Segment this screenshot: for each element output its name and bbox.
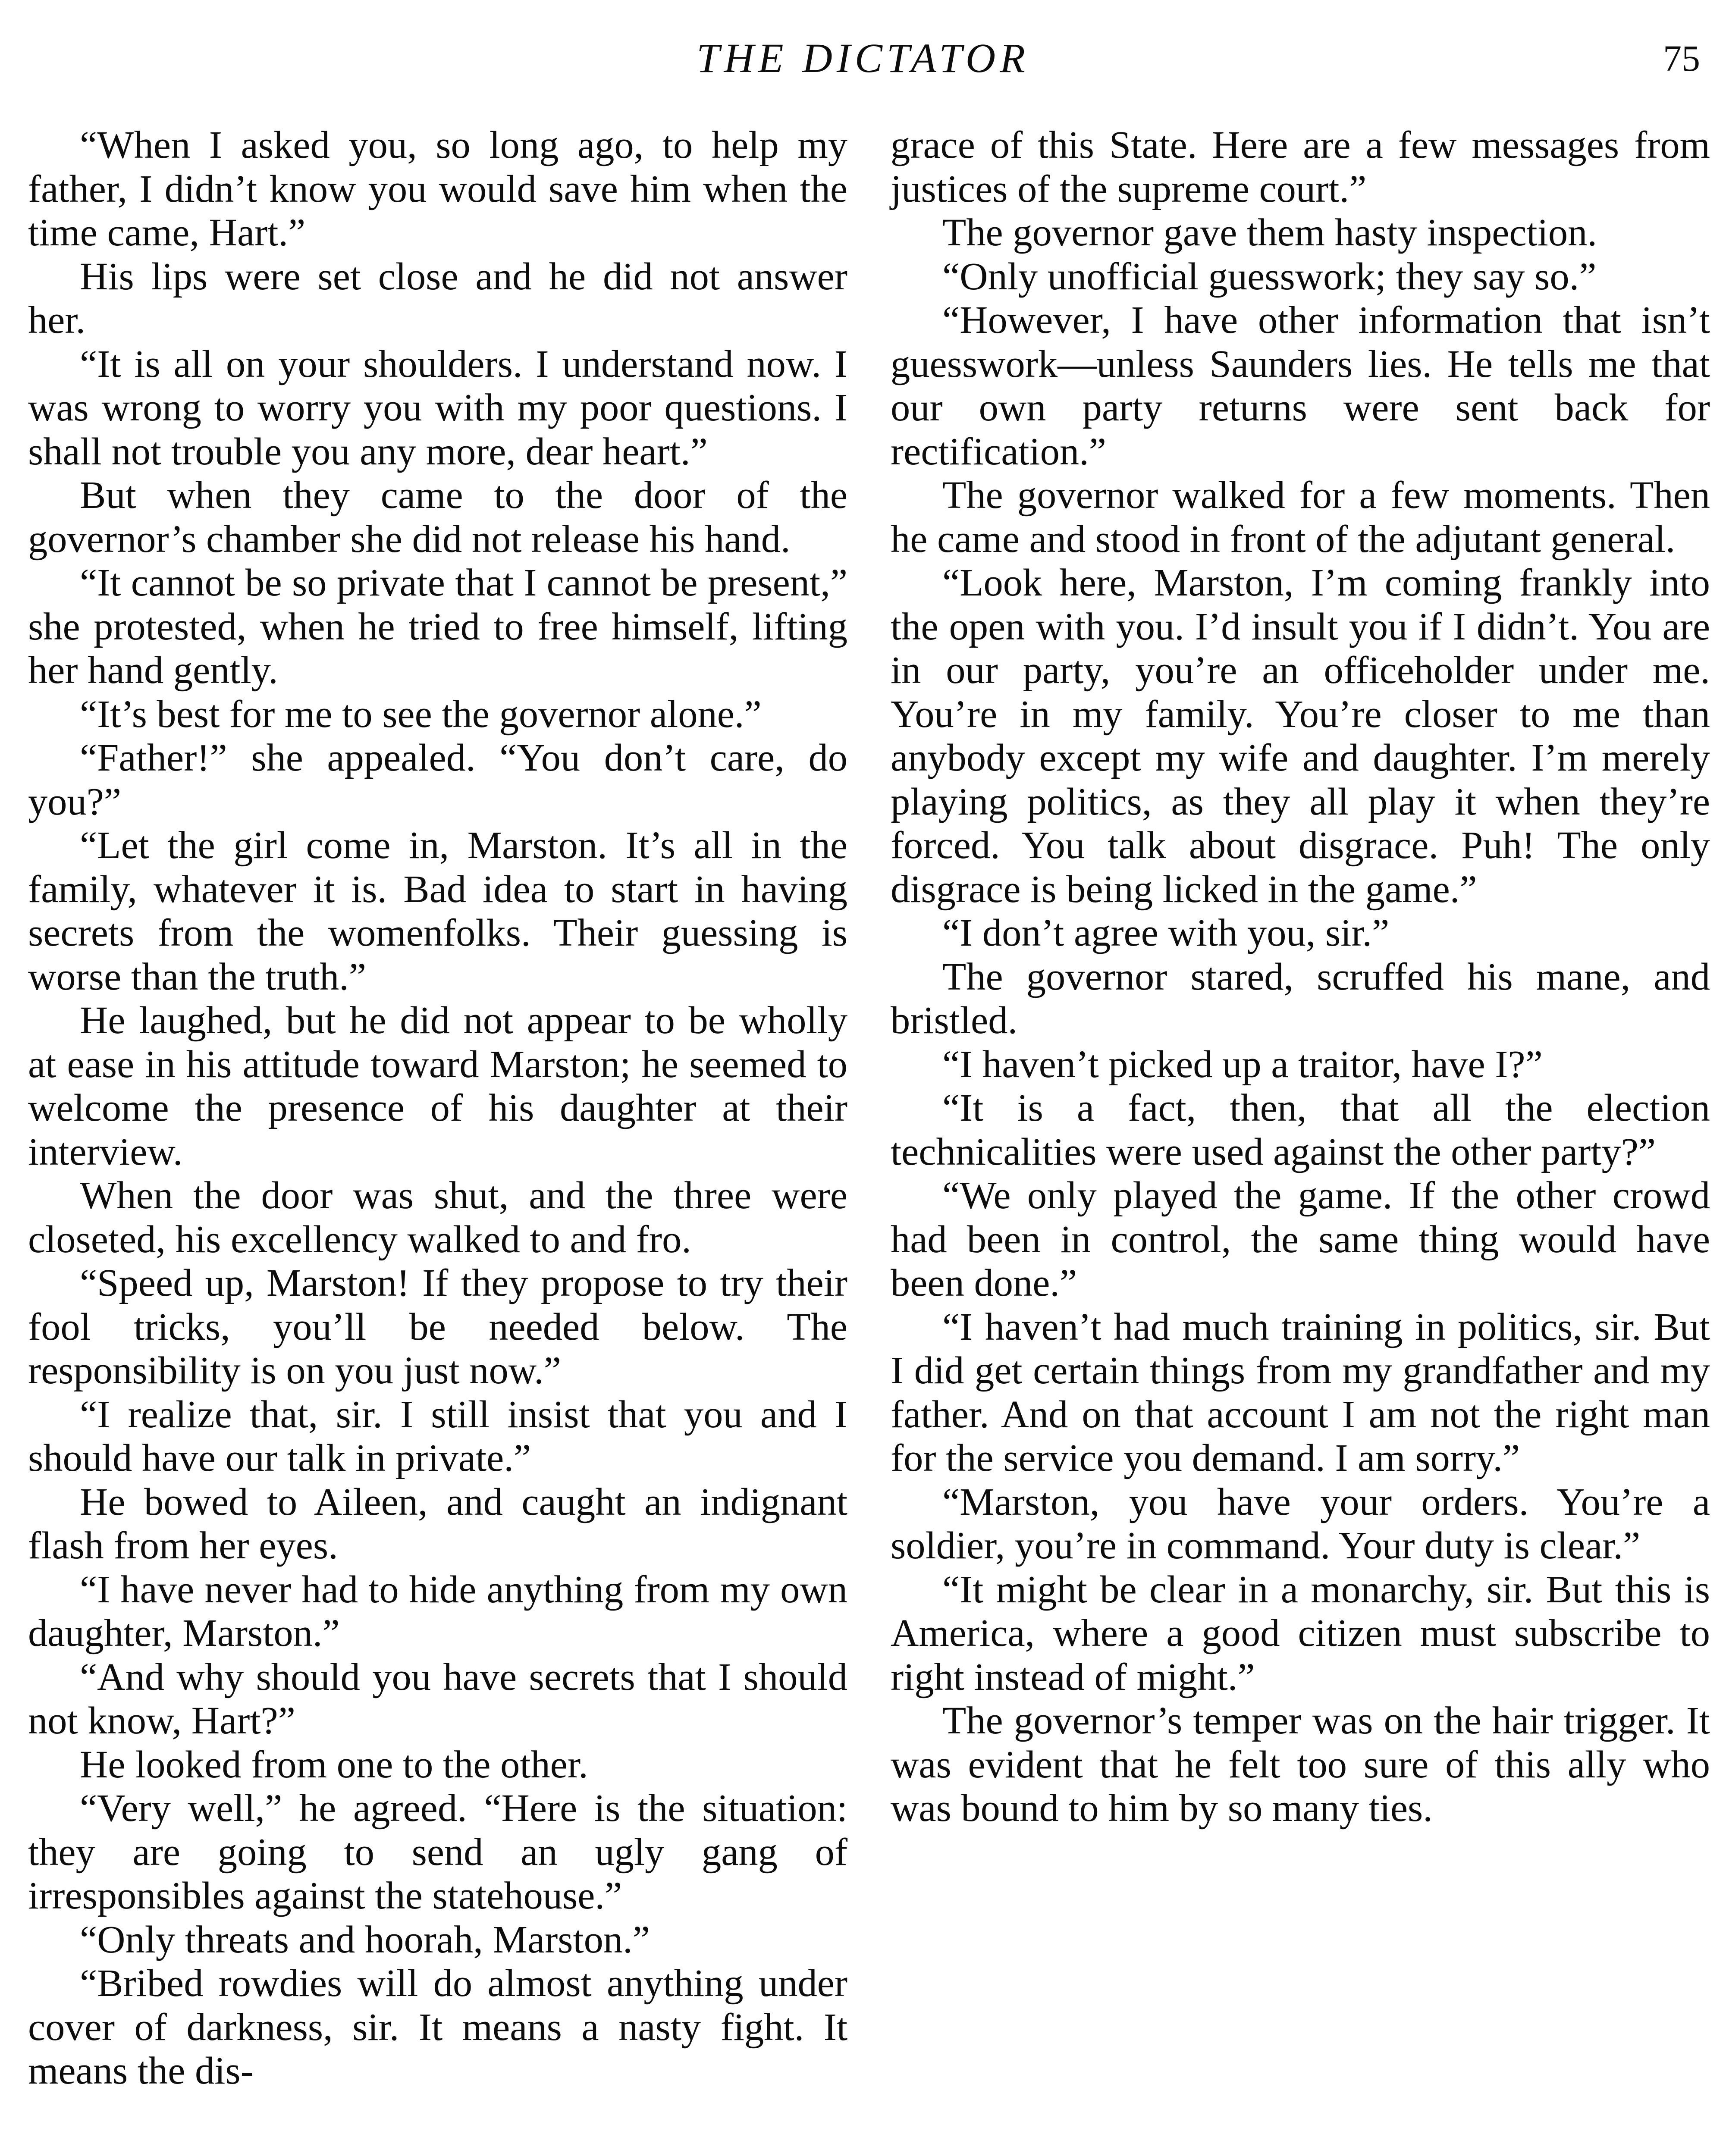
paragraph: “I have never had to hide anything from my own daughter, Marston.” <box>28 1567 847 1655</box>
paragraph: “I haven’t had much training in politics, sir. But I did get certain things from my grandfather and my father. And on that account I am not the right man for the service you demand. I am sorry.” <box>891 1304 1710 1479</box>
paragraph: “Look here, Marston, I’m coming frankly into the open with you. I’d insult you if I didn’t. You are in our party, you’re an officeholder under me. You’re in my family. You’re closer to me than anybody except my wife and daughter. I’m merely playing politics, as they all play it when they’re forced. You talk about disgrace. Puh! The only disgrace is being licked in the game.” <box>891 561 1710 911</box>
running-title: THE DICTATOR <box>697 35 1029 81</box>
paragraph: “Let the girl come in, Marston. It’s all in the family, whatever it is. Bad idea to start in having secrets from the womenfolks. Their guessing is worse than the truth.” <box>28 823 847 998</box>
paragraph: His lips were set close and he did not answer her. <box>28 254 847 342</box>
left-column <box>28 123 847 2156</box>
paragraph: “Very well,” he agreed. “Here is the situation: they are going to send an ugly gang of irresponsibles against the statehouse.” <box>28 1786 847 1917</box>
paragraph: “I realize that, sir. I still insist that you and I should have our talk in private.” <box>28 1392 847 1479</box>
paragraph: The governor gave them hasty inspection. <box>942 210 1597 254</box>
paragraph: “And why should you have secrets that I should not know, Hart?” <box>28 1655 847 1742</box>
paragraph: “It is all on your shoulders. I understand now. I was wrong to worry you with my poor questions. I shall not trouble you any more, dear heart.” <box>28 342 847 473</box>
paragraph: “We only played the game. If the other crowd had been in control, the same thing would have been done.” <box>891 1173 1710 1304</box>
paragraph: He bowed to Aileen, and caught an indignant flash from her eyes. <box>28 1479 847 1567</box>
paragraph: He looked from one to the other. <box>80 1742 588 1786</box>
paragraph: “I don’t agree with you, sir.” <box>942 911 1390 954</box>
paragraph: “However, I have other information that isn’t guesswork—unless Saunders lies. He tells me that our own party returns were sent back for rectification.” <box>891 298 1710 473</box>
paragraph: “It’s best for me to see the governor alone.” <box>80 692 762 736</box>
paragraph: “Speed up, Marston! If they propose to try their fool tricks, you’ll be needed below. The responsibility is on you just now.” <box>28 1261 847 1392</box>
paragraph: “It cannot be so private that I cannot be present,” she protested, when he tried to free himself, lifting her hand gently. <box>28 561 847 692</box>
paragraph: “I haven’t picked up a traitor, have I?” <box>942 1042 1543 1086</box>
paragraph: “Marston, you have your orders. You’re a soldier, you’re in command. Your duty is clear.” <box>891 1479 1710 1567</box>
paragraph: The governor walked for a few moments. Then he came and stood in front of the adjutant general. <box>891 473 1710 561</box>
paragraph: When the door was shut, and the three were closeted, his excellency walked to and fro. <box>28 1173 847 1261</box>
paragraph: “Father!” she appealed. “You don’t care, do you?” <box>28 736 847 823</box>
paragraph: “Only threats and hoorah, Marston.” <box>80 1917 650 1961</box>
paragraph: “When I asked you, so long ago, to help my father, I didn’t know you would save him when the time came, Hart.” <box>28 123 847 254</box>
paragraph: “Bribed rowdies will do almost anything under cover of darkness, sir. It means a nasty fight. It means the dis- <box>28 1961 847 2092</box>
page-number: 75 <box>1663 38 1700 79</box>
paragraph-continued: grace of this State. Here are a few messages from justices of the supreme court.” <box>891 123 1710 210</box>
right-column <box>891 123 1710 2156</box>
paragraph: “It is a fact, then, that all the election technicalities were used against the other party?” <box>891 1086 1710 1173</box>
page-header <box>0 26 1726 91</box>
paragraph: He laughed, but he did not appear to be wholly at ease in his attitude toward Marston; he seemed to welcome the presence of his daughter at their interview. <box>28 998 847 1173</box>
paragraph: The governor stared, scruffed his mane, and bristled. <box>891 954 1710 1042</box>
paragraph: But when they came to the door of the governor’s chamber she did not release his hand. <box>28 473 847 561</box>
paragraph: The governor’s temper was on the hair trigger. It was evident that he felt too sure of this ally who was bound to him by so many ties. <box>891 1698 1710 1830</box>
paragraph: “Only unofficial guesswork; they say so.” <box>942 254 1597 298</box>
paragraph: “It might be clear in a monarchy, sir. But this is America, where a good citizen must subscribe to right instead of might.” <box>891 1567 1710 1698</box>
